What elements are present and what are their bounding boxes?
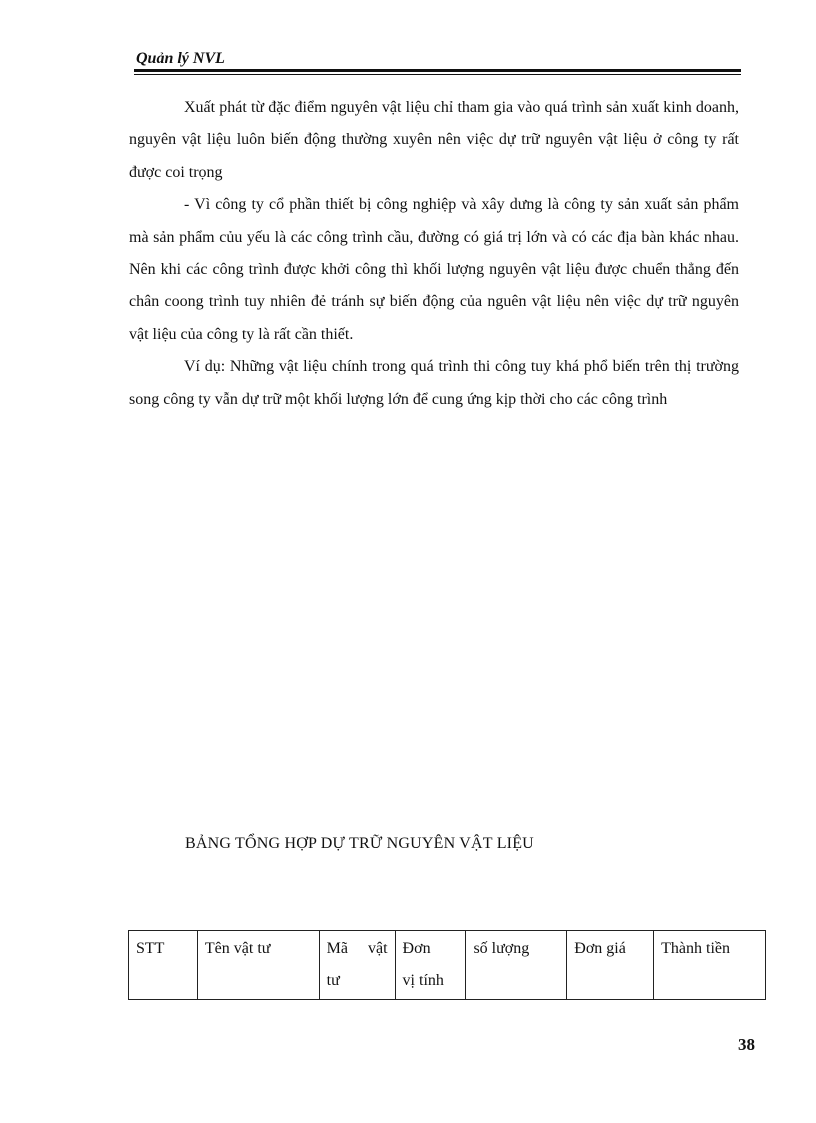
body-text xyxy=(129,92,739,416)
material-code-line-1 xyxy=(327,933,388,965)
page-number: 38 xyxy=(738,1035,755,1054)
material-code-line-2: tư xyxy=(326,972,340,989)
header-rule-thin xyxy=(134,74,741,75)
running-header-title: Quản lý NVL xyxy=(136,50,225,67)
unit-line-1: Đơn xyxy=(402,940,431,957)
unit-line-2: vị tính xyxy=(402,972,444,989)
header-stt: STT xyxy=(129,931,198,1000)
header-material-name: Tên vật tư xyxy=(197,931,319,1000)
table-title: BẢNG TỔNG HỢP DỰ TRỮ NGUYÊN VẬT LIỆU xyxy=(185,835,534,852)
material-code-word-a: Mã xyxy=(326,940,348,957)
header-quantity: số lượng xyxy=(466,931,567,1000)
material-code-word-b: vật xyxy=(368,940,388,957)
paragraph-3: Ví dụ: Những vật liệu chính trong quá trình thi công tuy khá phổ biến trên thị trường song công ty vẫn dự trữ một khối lượng lớn để cung ứng kịp thời cho các công trình xyxy=(129,358,739,408)
header-unit-price: Đơn giá xyxy=(567,931,654,1000)
paragraph-2: - Vì công ty cổ phần thiết bị công nghiệp và xây dưng là công ty sản xuất sản phẩm mà sản phẩm củu yếu là các công trình cầu, đường có giá trị lớn và có các địa bàn khác nhau. Nên khi các công trình được khởi công thì khối lượng nguyên vật liệu được chuển thẳng đến chân coong trình tuy nhiên đẻ tránh sự biến động của nguên vật liệu nên việc dự trữ nguyên vật liệu của công ty là rất cần thiết. xyxy=(129,196,739,343)
table-header-row xyxy=(129,931,766,1000)
header-rule-thick xyxy=(134,69,741,72)
header-total: Thành tiền xyxy=(654,931,766,1000)
header-unit xyxy=(395,931,466,1000)
header-material-code xyxy=(319,931,395,1000)
materials-reserve-table xyxy=(128,930,766,1000)
paragraph-1: Xuất phát từ đặc điểm nguyên vật liệu chỉ tham gia vào quá trình sản xuất kinh doanh, nguyên vật liệu luôn biến động thường xuyên nên việc dự trữ nguyên vật liệu ở công ty rất được coi trọng xyxy=(129,99,739,181)
